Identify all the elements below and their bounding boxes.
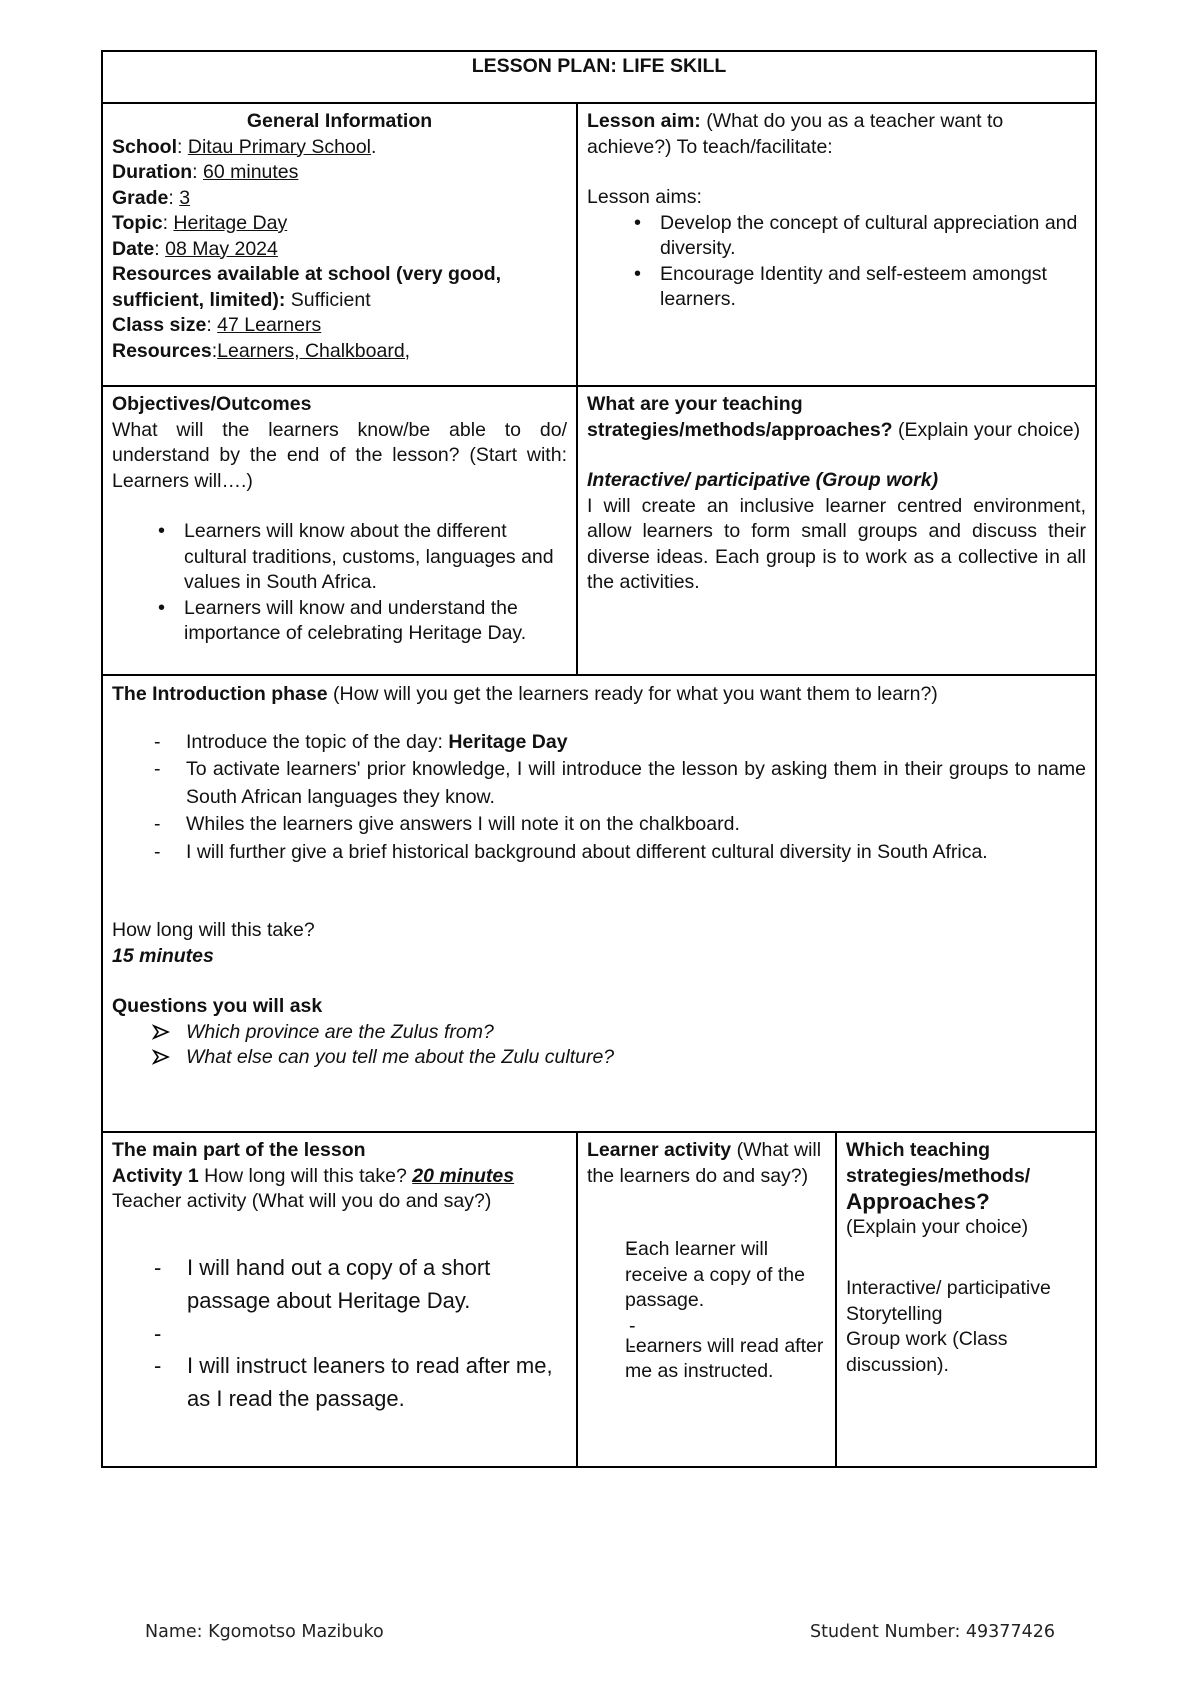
introduction-duration-question: How long will this take? [112,919,315,941]
class-size-line: Class size: 47 Learners [112,314,322,336]
main-strategy-item: Storytelling [846,1302,943,1325]
grade-line: Grade: 3 [112,186,191,209]
list-item: • Develop the concept of cultural appreciation and diversity. [587,211,1086,262]
questions-heading: Questions you will ask [112,995,323,1017]
introduction-list [112,729,1086,867]
strategies-method: Interactive/ participative (Group work) [587,469,939,491]
main-strategies-cell [836,1132,1096,1467]
strategies-cell [577,386,1096,675]
main-strategies-heading: Which teaching strategies/methods/ [846,1139,1031,1187]
topic-line: Topic: Heritage Day [112,212,288,234]
lesson-aim-cell [577,103,1096,386]
lesson-plan-title: LESSON PLAN: LIFE SKILL [471,55,727,77]
arrow-bullet-icon [152,1023,170,1041]
introduction-heading-line: The Introduction phase (How will you get the learners ready for what you want them to learn?) [112,683,938,705]
date-value: 08 May 2024 [165,237,278,260]
list-item: • Learners will know and understand the importance of celebrating Heritage Day. [112,596,567,647]
activity-line: Activity 1 How long will this take? 20 minutes [112,1164,515,1187]
list-item: • Encourage Identity and self-esteem amongst learners. [587,262,1086,313]
lesson-aims-list [587,211,1086,313]
list-item: - I will hand out a copy of a short passage about Heritage Day. [112,1251,567,1317]
resources-available-line: Resources available at school (very good, sufficient, limited): Sufficient [112,263,502,311]
footer-student-number: Student Number: 49377426 [810,1622,1055,1642]
questions-list [112,1020,1086,1071]
general-information-cell [102,103,577,386]
duration-value: 60 minutes [203,161,299,183]
list-item: - Introduce the topic of the day: Heritage Day [112,729,1086,757]
list-item: - I will further give a brief historical background about different cultural diversity in South Africa. [112,839,1086,867]
teacher-activity-list [112,1251,567,1415]
main-strategies-heading-big: Approaches? [846,1189,990,1214]
learner-activity-list [587,1237,826,1385]
list-item: - I will instruct leaners to read after me, as I read the passage. [112,1349,567,1415]
strategies-description: I will create an inclusive learner centred environment, allow learners to form small groups and discuss their diverse ideas. Each group is to work as a collective in all the activities. [587,494,1086,593]
list-item: - Learners will read after me as instructed. [587,1334,826,1385]
list-spacer [112,1317,567,1349]
school-value: Ditau Primary School [187,135,372,158]
footer-name: Name: Kgomotso Mazibuko [145,1622,384,1642]
main-part-heading: The main part of the lesson [112,1139,366,1161]
objectives-question: What will the learners know/be able to do/ understand by the end of the lesson? (Start with: Learners will….) [112,418,567,492]
resources-value: Learners, Chalkboard, [217,339,411,362]
lesson-aims-label: Lesson aims: [587,186,702,208]
main-strategy-item: Interactive/ participative [846,1277,1051,1299]
list-item: - To activate learners' prior knowledge, I will introduce the lesson by asking them in their groups to name South African languages they know. [112,756,1086,811]
grade-value: 3 [179,186,191,209]
list-item: • Learners will know about the different cultural traditions, customs, languages and values in South Africa. [112,519,567,596]
objectives-cell [102,386,577,675]
topic-value: Heritage Day [173,212,288,234]
main-strategies-explain: (Explain your choice) [846,1215,1029,1238]
strategies-heading: What are your teaching strategies/methods/approaches? (Explain your choice) [587,393,1081,441]
introduction-duration: 15 minutes [112,944,214,967]
school-line: School: Ditau Primary School. [112,135,377,158]
objectives-heading: Objectives/Outcomes [112,393,312,415]
lesson-aim-text: Lesson aim: (What do you as a teacher want to achieve?) To teach/facilitate: [587,110,1004,158]
class-size-value: 47 Learners [217,314,322,336]
objectives-list [112,519,567,647]
general-information-heading: General Information [246,110,433,132]
resources-available-value: Sufficient [290,288,371,311]
list-item: What else can you tell me about the Zulu culture? [112,1045,1086,1071]
main-part-cell [102,1132,577,1467]
duration-line: Duration: 60 minutes [112,161,299,183]
date-line: Date: 08 May 2024 [112,237,278,260]
arrow-bullet-icon [152,1048,170,1066]
learner-activity-cell [577,1132,836,1467]
introduction-cell [102,675,1096,1132]
main-strategy-item: Group work (Class discussion). [846,1328,1008,1376]
activity-duration: 20 minutes [412,1164,515,1187]
learner-activity-heading: Learner activity (What will the learners do and say?) [587,1139,822,1187]
list-item: - Each learner will receive a copy of the passage. [587,1237,826,1314]
list-item: Which province are the Zulus from? [112,1020,1086,1046]
list-spacer [587,1314,826,1334]
list-item: - Whiles the learners give answers I will note it on the chalkboard. [112,811,1086,839]
resources-line: Resources:Learners, Chalkboard, [112,339,411,362]
teacher-activity-label: Teacher activity (What will you do and say?) [112,1190,492,1212]
